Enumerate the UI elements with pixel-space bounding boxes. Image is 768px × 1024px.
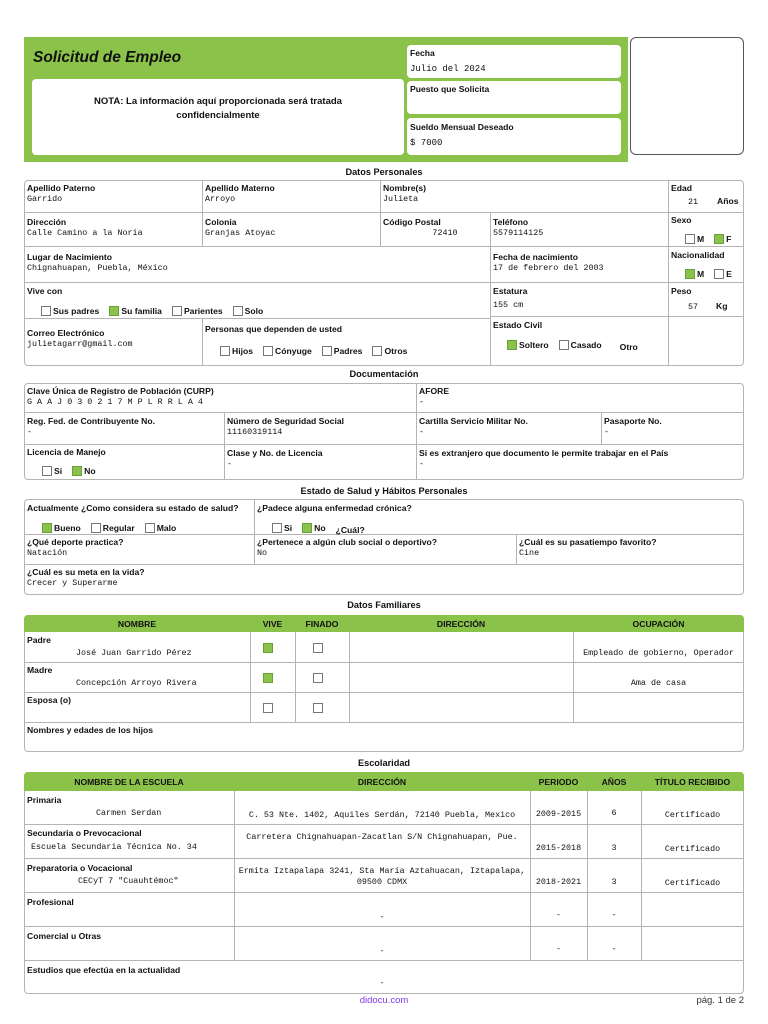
civil-opt-otro[interactable]: Otro [619, 342, 638, 352]
civil-opt-soltero[interactable]: Soltero [507, 340, 549, 350]
cp-field[interactable] [380, 215, 490, 241]
cronica-si-option[interactable]: Si [272, 523, 292, 533]
lugar-nacimiento-field[interactable] [24, 250, 171, 276]
esc-profesional-level: Profesional [27, 897, 74, 907]
section-title-escolaridad: Escolaridad [357, 758, 411, 768]
fam-madre-vive-checkbox[interactable] [263, 673, 273, 683]
vive-opt-padres[interactable]: Sus padres [41, 306, 99, 316]
cartilla-value: - [419, 427, 425, 437]
esc-profesional-periodo: - [555, 910, 562, 920]
nac-m-option[interactable]: M [685, 269, 704, 279]
esc-actual-value: - [379, 978, 385, 988]
pasatiempo-value: Cine [519, 548, 540, 558]
fecha-nacimiento-field[interactable] [490, 250, 607, 276]
fam-esposa-vive-checkbox[interactable] [263, 703, 273, 713]
edad-value: 21 [688, 197, 699, 207]
esc-preparatoria-school: CECyT 7 "Cuauhtémoc" [78, 876, 179, 886]
curp-value: G A A J 0 3 0 2 1 7 M P L R R L A 4 [27, 397, 203, 407]
fam-madre-finado-checkbox[interactable] [313, 673, 323, 683]
fam-madre-label: Madre [27, 665, 53, 675]
esc-header-nombre: NOMBRE DE LA ESCUELA [74, 776, 184, 787]
telefono-field[interactable] [490, 215, 546, 241]
esc-preparatoria-titulo: Certificado [664, 878, 721, 888]
esc-profesional-dir: - [379, 912, 385, 922]
edad-unit: Años [717, 196, 739, 206]
vive-solo-checkbox[interactable] [233, 306, 243, 316]
header-band [24, 37, 628, 162]
esc-comercial-level: Comercial u Otras [27, 931, 102, 941]
apellido-materno-value: Arroyo [205, 194, 236, 204]
cual-label: ¿Cuál? [335, 525, 365, 535]
esc-primaria-titulo: Certificado [664, 810, 721, 820]
vive-opt-familia[interactable]: Su familia [109, 306, 162, 316]
escolaridad-header-row [24, 772, 744, 791]
meta-label: ¿Cuál es su meta en la vida? [27, 567, 145, 577]
esc-preparatoria-dir: Ermita Iztapalapa 3241, Sta María Aztahuacan, Iztapalapa, 09500 CDMX [238, 866, 526, 887]
section-title-salud: Estado de Salud y Hábitos Personales [300, 486, 468, 496]
dependen-label: Personas que dependen de usted [205, 324, 343, 334]
club-field[interactable] [254, 535, 440, 561]
nac-m-checkbox[interactable] [685, 269, 695, 279]
afore-label: AFORE [419, 386, 450, 396]
clase-label: Clase y No. de Licencia [227, 448, 323, 458]
form-title: Solicitud de Empleo [33, 49, 182, 66]
cronica-label: ¿Padece alguna enfermedad crónica? [257, 503, 412, 513]
esc-secundaria-titulo: Certificado [664, 844, 721, 854]
esc-header-periodo: PERIODO [538, 776, 579, 787]
fam-padre-finado-checkbox[interactable] [313, 643, 323, 653]
sueldo-value: $ 7000 [410, 138, 443, 148]
nacionalidad-label: Nacionalidad [671, 250, 725, 260]
esc-secundaria-anios: 3 [611, 843, 617, 853]
pasatiempo-field[interactable] [516, 535, 660, 561]
fecha-nac-label: Fecha de nacimiento [493, 252, 579, 262]
deporte-field[interactable] [24, 535, 126, 561]
footer-link[interactable]: didocu.com [359, 995, 409, 1006]
fecha-field[interactable] [407, 45, 621, 78]
licencia-no-checkbox[interactable] [72, 466, 82, 476]
esc-preparatoria-anios: 3 [611, 877, 617, 887]
nombres-field[interactable] [380, 181, 429, 207]
nombres-value: Julieta [383, 194, 419, 204]
vive-familia-checkbox[interactable] [109, 306, 119, 316]
deporte-value: Natación [27, 548, 68, 558]
fam-header-direccion: DIRECCIÓN [436, 618, 486, 629]
cronica-si-checkbox[interactable] [272, 523, 282, 533]
civil-opt-casado[interactable]: Casado [559, 340, 602, 350]
dep-opt-otros[interactable]: Otros [372, 346, 407, 356]
esc-primaria-dir: C. 53 Nte. 1402, Aquiles Serdán, 72140 Puebla, Mexico [248, 810, 516, 820]
familiares-header-row [24, 615, 744, 632]
vive-con-field[interactable] [24, 284, 276, 323]
esc-primaria-anios: 6 [611, 808, 617, 818]
apellido-paterno-label: Apellido Paterno [27, 183, 96, 193]
fam-madre-ocupacion: Ama de casa [630, 678, 687, 688]
esc-secundaria-periodo: 2015-2018 [535, 843, 582, 853]
colonia-field[interactable] [202, 215, 278, 241]
sexo-m-checkbox[interactable] [685, 234, 695, 244]
fecha-nac-value: 17 de febrero del 2003 [493, 263, 604, 273]
cp-label: Código Postal [383, 217, 441, 227]
dep-otros-checkbox[interactable] [372, 346, 382, 356]
esc-preparatoria-periodo: 2018-2021 [535, 877, 582, 887]
apellido-paterno-field[interactable] [24, 181, 98, 207]
sueldo-field[interactable] [407, 118, 621, 155]
dependen-field[interactable] [202, 322, 420, 363]
fam-header-ocupacion: OCUPACIÓN [632, 618, 685, 629]
direccion-field[interactable] [24, 215, 146, 241]
nss-field[interactable] [224, 414, 347, 440]
rfc-value: - [27, 427, 33, 437]
extranjero-value: - [419, 459, 425, 469]
apellido-materno-field[interactable] [202, 181, 278, 207]
fam-madre-name: Concepción Arroyo Rivera [76, 678, 197, 688]
licencia-si-option[interactable]: Si [42, 466, 62, 476]
direccion-value: Calle Camino a la Noria [27, 228, 143, 238]
salud-opt-malo[interactable]: Malo [145, 523, 177, 533]
fam-esposa-finado-checkbox[interactable] [313, 703, 323, 713]
fam-padre-ocupacion: Empleado de gobierno, Operador [583, 648, 734, 658]
colonia-label: Colonia [205, 217, 237, 227]
vive-opt-parientes[interactable]: Parientes [172, 306, 223, 316]
esc-header-direccion: DIRECCIÓN [357, 776, 407, 787]
nss-value: 11160319114 [227, 427, 283, 437]
dep-opt-conyuge[interactable]: Cónyuge [263, 346, 312, 356]
cartilla-field[interactable] [416, 414, 531, 440]
nss-label: Número de Seguridad Social [227, 416, 344, 426]
licencia-si-checkbox[interactable] [42, 466, 52, 476]
nac-e-checkbox[interactable] [714, 269, 724, 279]
sexo-label: Sexo [671, 215, 692, 225]
section-title-documentacion: Documentación [349, 369, 419, 379]
fam-padre-vive-checkbox[interactable] [263, 643, 273, 653]
esc-primaria-periodo: 2009-2015 [535, 809, 582, 819]
colonia-value: Granjas Atoyac [205, 228, 276, 238]
dep-opt-hijos[interactable]: Hijos [220, 346, 253, 356]
esc-secundaria-level: Secundaria o Prevocacional [27, 828, 142, 838]
sexo-m-option[interactable]: M [685, 234, 704, 244]
apellido-paterno-value: Garrido [27, 194, 63, 204]
club-label: ¿Pertenece a algún club social o deportivo? [257, 537, 438, 547]
puesto-field[interactable] [407, 81, 621, 114]
rfc-field[interactable] [24, 414, 158, 440]
esc-comercial-periodo: - [555, 944, 562, 954]
fam-header-vive: VIVE [262, 618, 283, 629]
licencia-no-option[interactable]: No [72, 466, 95, 476]
cronica-no-option[interactable]: No [302, 523, 325, 533]
estado-civil-field[interactable] [490, 318, 651, 357]
civil-casado-checkbox[interactable] [559, 340, 569, 350]
page-number: pág. 1 de 2 [696, 995, 744, 1006]
pasaporte-value: - [604, 427, 610, 437]
estatura-label: Estatura [493, 286, 528, 296]
peso-label: Peso [671, 286, 692, 296]
licencia-label: Licencia de Manejo [27, 447, 106, 457]
section-title-personales: Datos Personales [345, 167, 423, 177]
photo-box[interactable] [630, 37, 744, 155]
afore-field[interactable] [416, 384, 452, 410]
curp-field[interactable] [24, 384, 217, 410]
pasatiempo-label: ¿Cuál es su pasatiempo favorito? [519, 537, 657, 547]
lugar-label: Lugar de Nacimiento [27, 252, 112, 262]
civil-label: Estado Civil [493, 320, 543, 330]
hijos-label: Nombres y edades de los hijos [27, 725, 154, 735]
esc-profesional-anios: - [611, 910, 617, 920]
dep-padres-checkbox[interactable] [322, 346, 332, 356]
apellido-materno-label: Apellido Materno [205, 183, 275, 193]
vive-padres-checkbox[interactable] [41, 306, 51, 316]
meta-field[interactable] [24, 565, 148, 591]
salud-opt-regular[interactable]: Regular [91, 523, 135, 533]
fam-header-finado: FINADO [305, 618, 339, 629]
esc-primaria-school: Carmen Serdan [96, 808, 162, 818]
edad-field[interactable] [668, 181, 744, 207]
sueldo-label: Sueldo Mensual Deseado [410, 122, 514, 132]
esc-header-titulo: TÍTULO RECIBIDO [654, 776, 731, 787]
civil-soltero-checkbox[interactable] [507, 340, 517, 350]
fam-padre-label: Padre [27, 635, 51, 645]
clase-licencia-field[interactable] [224, 446, 326, 472]
meta-value: Crecer y Superarme [27, 578, 118, 588]
confidential-note: NOTA: La información aquí proporcionada será tratada confidencialmente [94, 96, 342, 121]
esc-actual-label: Estudios que efectúa en la actualidad [27, 965, 181, 975]
edad-label: Edad [671, 183, 693, 193]
pasaporte-label: Pasaporte No. [604, 416, 662, 426]
salud-bueno-checkbox[interactable] [42, 523, 52, 533]
estatura-field[interactable] [490, 284, 530, 313]
pasaporte-field[interactable] [601, 414, 665, 440]
nombres-label: Nombre(s) [383, 183, 426, 193]
esc-secundaria-dir: Carretera Chignahuapan-Zacatlan S/N Chignahuapan, Pue. [246, 832, 518, 842]
correo-field[interactable] [24, 326, 136, 352]
vive-opt-solo[interactable]: Solo [233, 306, 264, 316]
puesto-label: Puesto que Solicita [410, 84, 490, 94]
sexo-field[interactable] [668, 213, 744, 244]
dep-opt-padres[interactable]: Padres [322, 346, 363, 356]
fecha-value: Julio del 2024 [410, 64, 486, 74]
dep-conyuge-checkbox[interactable] [263, 346, 273, 356]
fam-header-nombre: NOMBRE [117, 618, 157, 629]
peso-field[interactable] [668, 284, 744, 312]
telefono-value: 5579114125 [493, 228, 544, 238]
afore-value: - [419, 397, 425, 407]
esc-secundaria-school: Escuela Secundaria Técnica No. 34 [31, 842, 197, 852]
curp-label: Clave Única de Registro de Población (CURP) [27, 386, 214, 396]
fam-padre-name: José Juan Garrido Pérez [76, 648, 192, 658]
vive-label: Vive con [27, 286, 63, 296]
extranjero-label: Si es extranjero que documento le permite trabajar en el País [419, 448, 669, 458]
correo-value: julietagarr@gmail.com [27, 339, 133, 349]
salud-malo-checkbox[interactable] [145, 523, 155, 533]
deporte-label: ¿Qué deporte practica? [27, 537, 124, 547]
cp-value: 72410 [432, 228, 458, 238]
lugar-value: Chignahuapan, Puebla, México [27, 263, 168, 273]
dep-hijos-checkbox[interactable] [220, 346, 230, 356]
salud-regular-checkbox[interactable] [91, 523, 101, 533]
esc-comercial-dir: - [379, 946, 385, 956]
estatura-value: 155 cm [493, 300, 524, 310]
peso-value: 57 [688, 302, 699, 312]
fecha-label: Fecha [410, 48, 435, 58]
fam-esposa-label: Esposa (o) [27, 695, 71, 705]
cronica-no-checkbox[interactable] [302, 523, 312, 533]
sexo-f-checkbox[interactable] [714, 234, 724, 244]
direccion-label: Dirección [27, 217, 67, 227]
vive-parientes-checkbox[interactable] [172, 306, 182, 316]
nac-e-option[interactable]: E [714, 269, 732, 279]
confidential-note-box [32, 79, 404, 155]
esc-primaria-level: Primaria [27, 795, 62, 805]
correo-label: Correo Electrónico [27, 328, 105, 338]
estado-salud-label: Actualmente ¿Como considera su estado de salud? [27, 503, 239, 513]
esc-header-anios: AÑOS [601, 776, 627, 787]
telefono-label: Teléfono [493, 217, 529, 227]
esc-comercial-anios: - [611, 944, 617, 954]
salud-opt-bueno[interactable]: Bueno [42, 523, 81, 533]
nacionalidad-field[interactable] [668, 248, 744, 279]
section-title-familiares: Datos Familiares [347, 600, 421, 610]
licencia-field[interactable] [24, 445, 109, 483]
esc-preparatoria-level: Preparatoria o Vocacional [27, 863, 133, 873]
peso-unit: Kg [716, 301, 728, 311]
extranjero-field[interactable] [416, 446, 671, 472]
club-value: No [257, 548, 268, 558]
sexo-f-option[interactable]: F [714, 234, 731, 244]
clase-value: - [227, 459, 233, 469]
rfc-label: Reg. Fed. de Contribuyente No. [27, 416, 155, 426]
cartilla-label: Cartilla Servicio Militar No. [419, 416, 528, 426]
